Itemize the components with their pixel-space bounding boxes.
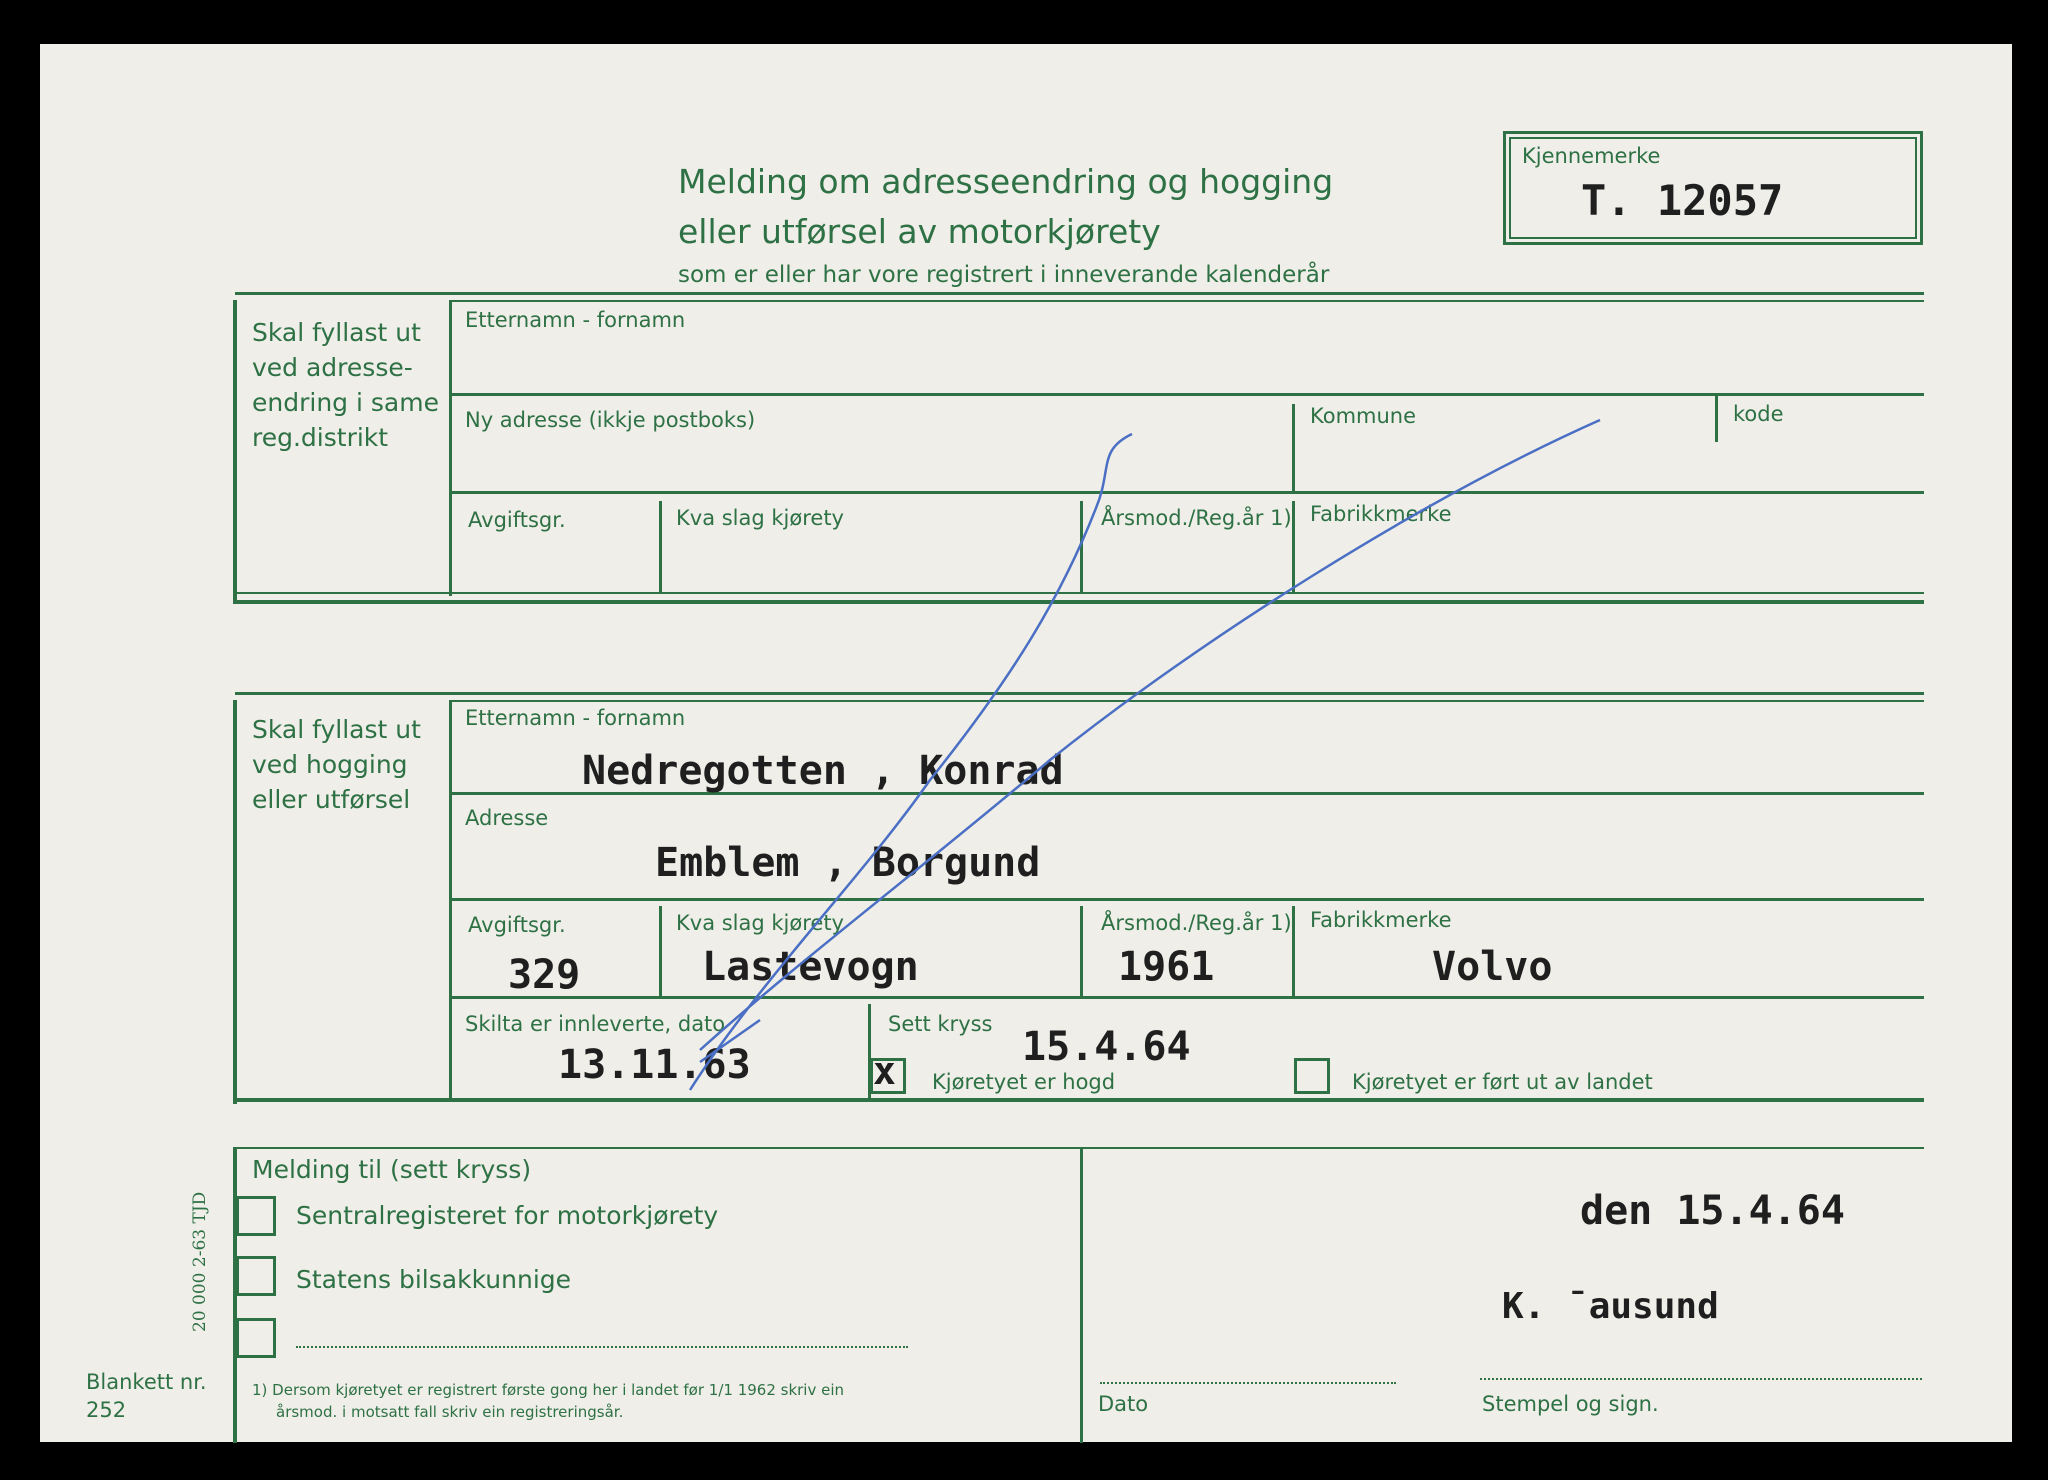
- signature-value: K. ˉausund: [1502, 1286, 1719, 1327]
- registration-label: Kjennemerke: [1522, 144, 1661, 168]
- print-code: 20 000 2-63 TJD: [190, 1191, 210, 1332]
- footnote-line1: 1) Dersom kjøretyet er registrert første gong her i landet før 1/1 1962 skriv ein: [252, 1381, 845, 1399]
- owner-address-value: Emblem , Borgund: [655, 840, 1041, 886]
- kommune-label: Kommune: [1310, 404, 1417, 428]
- vehicle-type-label: Kva slag kjørety: [676, 506, 844, 530]
- new-address-label: Ny adresse (ikkje postboks): [465, 408, 756, 432]
- blankett-number: 252: [86, 1398, 127, 1422]
- form-subtitle: som er eller har vore registrert i inneverande kalenderår: [678, 262, 1330, 288]
- owner-name-value: Nedregotten , Konrad: [582, 748, 1064, 794]
- plates-returned-date: 13.11.63: [558, 1042, 751, 1088]
- make-value: Volvo: [1432, 944, 1553, 990]
- plates-returned-label: Skilta er innleverte, dato: [465, 1012, 726, 1036]
- central-register-label: Sentralregisteret for motorkjørety: [296, 1201, 719, 1230]
- scrap-vehicle-type-label: Kva slag kjørety: [676, 911, 844, 935]
- scrap-name-label: Etternamn - fornamn: [465, 706, 686, 730]
- blankett-label: Blankett nr.: [86, 1370, 207, 1394]
- vehicle-type-value: Lastevogn: [702, 944, 919, 990]
- exported-label: Kjøretyet er ført ut av landet: [1352, 1070, 1653, 1094]
- address-change-instruction: Skal fyllast ut ved adresse- endring i same reg.distrikt: [252, 318, 439, 452]
- scrapped-label: Kjøretyet er hogd: [932, 1070, 1116, 1094]
- scrap-make-label: Fabrikkmerke: [1310, 908, 1452, 932]
- year-label: Årsmod./Reg.år 1): [1101, 506, 1292, 530]
- make-label: Fabrikkmerke: [1310, 502, 1452, 526]
- issue-date-value: den 15.4.64: [1580, 1188, 1845, 1234]
- scrapped-check-mark: x: [873, 1049, 896, 1093]
- footnote-line2: årsmod. i motsatt fall skriv ein registreringsår.: [276, 1403, 624, 1421]
- form-title-line2: eller utførsel av motorkjørety: [678, 212, 1161, 251]
- scrap-avgiftsgr-label: Avgiftsgr.: [468, 913, 566, 937]
- avgiftsgr-value: 329: [508, 952, 581, 998]
- cross-date: 15.4.64: [1022, 1024, 1191, 1070]
- pen-stroke-right: [700, 420, 1600, 1050]
- pen-stroke-left: [690, 434, 1132, 1090]
- date-label: Dato: [1098, 1392, 1149, 1416]
- notify-heading: Melding til (sett kryss): [252, 1155, 532, 1184]
- statens-label: Statens bilsakkunnige: [296, 1265, 572, 1294]
- scrap-year-label: Årsmod./Reg.år 1): [1101, 911, 1292, 935]
- form-title-line1: Melding om adresseendring og hogging: [678, 162, 1334, 201]
- kode-label: kode: [1733, 402, 1784, 426]
- stamp-label: Stempel og sign.: [1482, 1392, 1659, 1416]
- scrap-export-instruction: Skal fyllast ut ved hogging eller utførsel: [252, 715, 421, 814]
- registration-number: T. 12057: [1581, 176, 1784, 225]
- avgiftsgr-label: Avgiftsgr.: [468, 508, 566, 532]
- name-label: Etternamn - fornamn: [465, 308, 686, 332]
- scrap-address-label: Adresse: [465, 806, 549, 830]
- year-value: 1961: [1118, 944, 1215, 990]
- cross-label: Sett kryss: [888, 1012, 993, 1036]
